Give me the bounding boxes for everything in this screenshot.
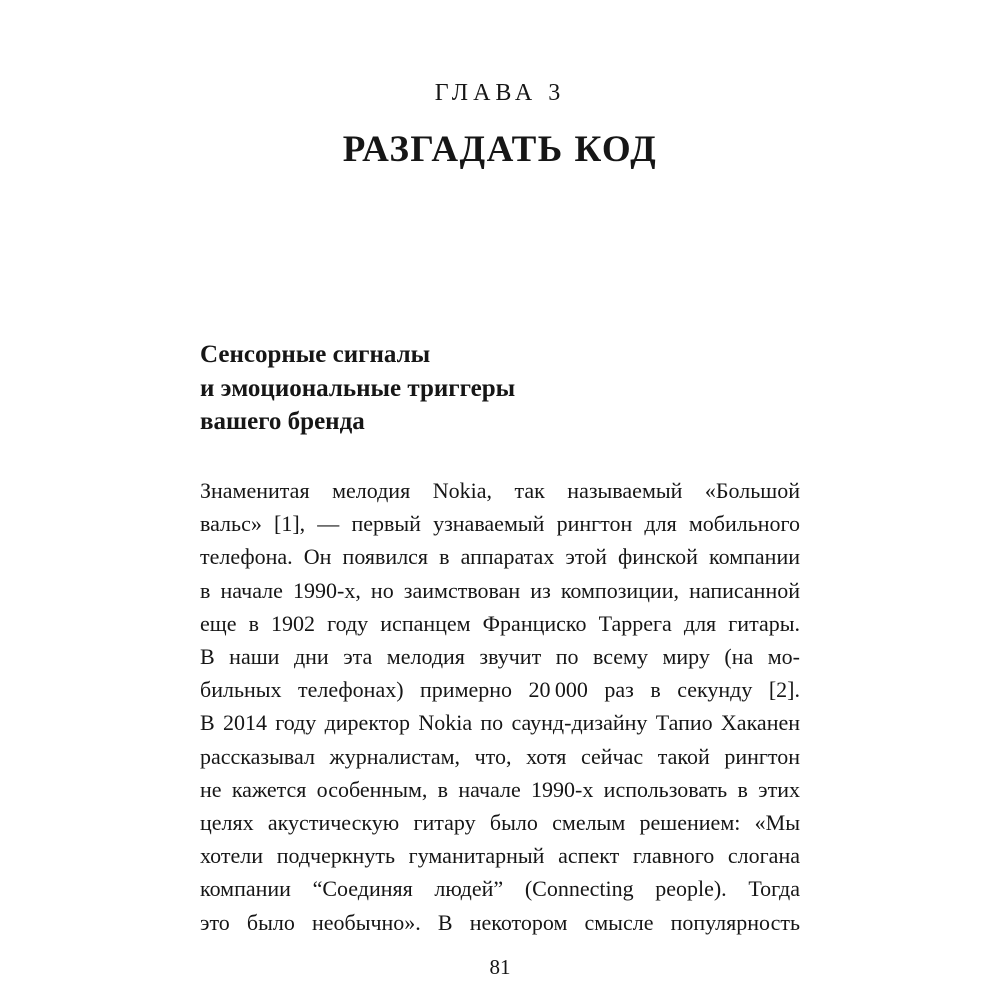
body-line-13: компании “Соединяя людей” (Connecting people). Тогда [200, 876, 800, 902]
body-line-7: бильных телефонах) примерно 20 000 раз в секунду [2]. [200, 677, 800, 703]
body-line-11: целях акустическую гитару было смелым решением: «Мы [200, 810, 800, 836]
body-line-14: это было необычно». В некотором смысле популярность [200, 909, 800, 935]
body-line-8: В 2014 году директор Nokia по саунд-дизайну Тапио Хаканен [200, 710, 800, 736]
section-heading-line-1: Сенсорные сигналы [200, 341, 431, 368]
body-line-12: хотели подчеркнуть гуманитарный аспект главного слогана [200, 843, 800, 869]
chapter-label: ГЛАВА 3 [434, 80, 566, 106]
body-line-2: вальс» [1], — первый узнаваемый рингтон для мобильного [200, 511, 800, 537]
body-line-6: В наши дни эта мелодия звучит по всему миру (на мо- [200, 644, 800, 670]
body-line-10: не кажется особенным, в начале 1990-х использовать в этих [200, 776, 800, 802]
chapter-title: РАЗГАДАТЬ КОД [342, 129, 658, 170]
section-heading-line-3: вашего бренда [200, 408, 365, 435]
body-line-9: рассказывал журналистам, что, хотя сейчас такой рингтон [200, 743, 800, 769]
body-line-3: телефона. Он появился в аппаратах этой финской компании [200, 544, 800, 570]
section-heading-line-2: и эмоциональные триггеры [200, 374, 516, 402]
body-line-4: в начале 1990-х, но заимствован из композиции, написанной [200, 577, 800, 603]
body-line-5: еще в 1902 году испанцем Франциско Таррега для гитары. [200, 610, 800, 636]
page-number: 81 [489, 955, 511, 979]
body-paragraph [200, 474, 800, 939]
body-line-1: Знаменитая мелодия Nokia, так называемый «Большой [200, 478, 800, 503]
section-heading [200, 338, 800, 439]
